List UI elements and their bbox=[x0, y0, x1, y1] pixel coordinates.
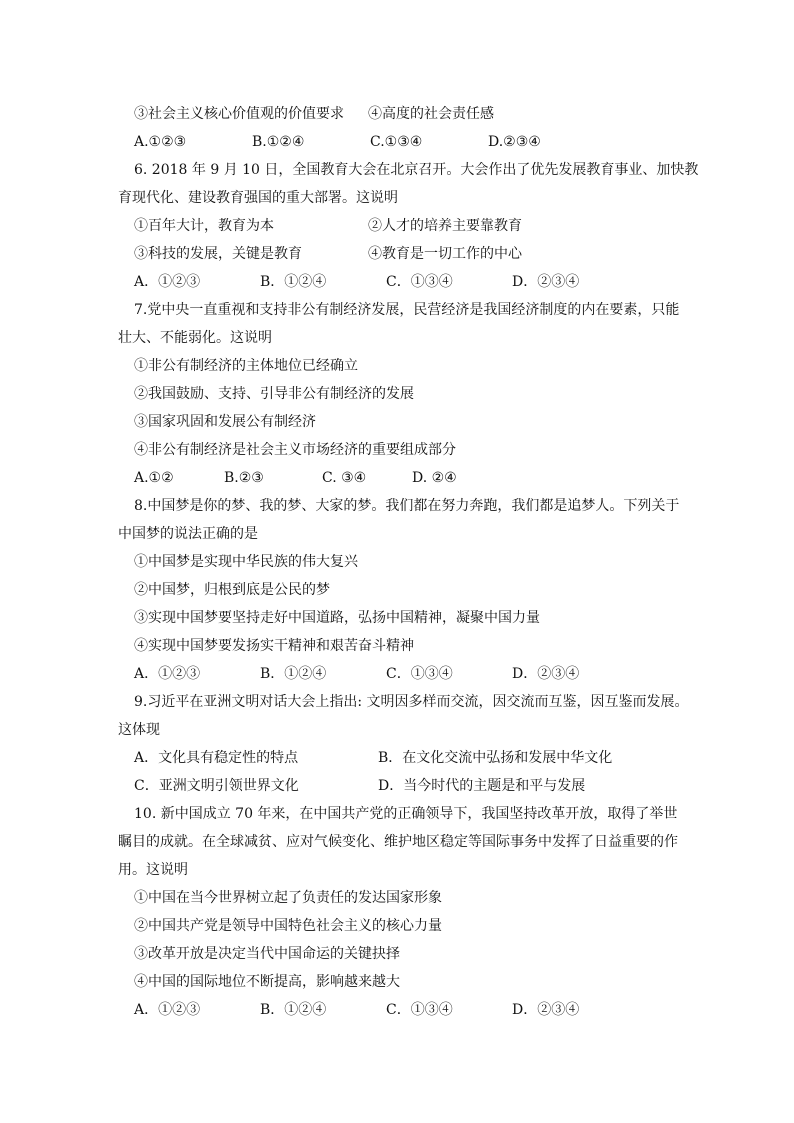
q5-answers bbox=[118, 128, 688, 156]
q10-answer-d: D．②③④ bbox=[512, 1002, 580, 1018]
q7-answers bbox=[118, 464, 688, 492]
q6-answer-c: C．①③④ bbox=[386, 274, 453, 290]
q5-answer-b: B.①②④ bbox=[252, 134, 305, 150]
q8-answer-b: B．①②④ bbox=[260, 666, 327, 682]
q7-answer-d: D. ②④ bbox=[412, 470, 457, 486]
q9-option-d: D．当今时代的主题是和平与发展 bbox=[378, 778, 586, 794]
q5-answer-a: A.①②③ bbox=[134, 134, 187, 150]
q5-option-line bbox=[118, 100, 688, 128]
q6-option-1: ①百年大计，教育为本 bbox=[134, 218, 274, 234]
q5-answer-d: D.②③④ bbox=[488, 134, 541, 150]
q9-stem-line-2: 这体现 bbox=[118, 722, 160, 738]
q9-option-row-2 bbox=[118, 772, 688, 800]
q10-stem-line-2: 瞩目的成就。在全球减贫、应对气候变化、维护地区稳定等国际事务中发挥了日益重要的作 bbox=[118, 834, 678, 850]
q9-option-b: B．在文化交流中弘扬和发展中华文化 bbox=[378, 750, 613, 766]
q7-stem-line-1: 7.党中央一直重视和支持非公有制经济发展，民营经济是我国经济制度的内在要素，只能 bbox=[134, 302, 680, 318]
q9-option-c: C．亚洲文明引领世界文化 bbox=[134, 778, 299, 794]
q8-answer-a: A．①②③ bbox=[134, 666, 201, 682]
q9-option-a: A．文化具有稳定性的特点 bbox=[134, 750, 299, 766]
q10-option-1: ①中国在当今世界树立起了负责任的发达国家形象 bbox=[134, 890, 442, 906]
q5-option-3: ③社会主义核心价值观的价值要求 bbox=[134, 106, 344, 122]
q7-stem-line-2: 壮大、不能弱化。这说明 bbox=[118, 330, 272, 346]
q7-option-1: ①非公有制经济的主体地位已经确立 bbox=[134, 358, 358, 374]
q7-option-3: ③国家巩固和发展公有制经济 bbox=[134, 414, 316, 430]
q8-stem-line-1: 8.中国梦是你的梦、我的梦、大家的梦。我们都在努力奔跑，我们都是追梦人。下列关于 bbox=[134, 498, 680, 514]
q8-answer-c: C．①③④ bbox=[386, 666, 453, 682]
q6-answer-b: B．①②④ bbox=[260, 274, 327, 290]
exam-content bbox=[118, 100, 699, 1024]
q9-stem-line-1: 9.习近平在亚洲文明对话大会上指出: 文明因多样而交流，因交流而互鉴，因互鉴而发展。 bbox=[134, 694, 689, 710]
q10-option-3: ③改革开放是决定当代中国命运的关键抉择 bbox=[134, 946, 400, 962]
q6-option-4: ④教育是一切工作的中心 bbox=[368, 246, 522, 262]
q10-option-2: ②中国共产党是领导中国特色社会主义的核心力量 bbox=[134, 918, 442, 934]
q10-answers bbox=[118, 996, 688, 1024]
q6-option-3: ③科技的发展，关键是教育 bbox=[134, 246, 302, 262]
q8-answers bbox=[118, 660, 688, 688]
q10-answer-b: B．①②④ bbox=[260, 1002, 327, 1018]
q6-answer-a: A．①②③ bbox=[134, 274, 201, 290]
q6-stem-line-2: 育现代化、建设教育强国的重大部署。这说明 bbox=[118, 190, 398, 206]
q5-option-4: ④高度的社会责任感 bbox=[368, 106, 494, 122]
q10-stem-line-1: 10. 新中国成立 70 年来，在中国共产党的正确领导下，我国坚持改革开放，取得了举世 bbox=[134, 806, 678, 822]
q5-answer-c: C.①③④ bbox=[370, 134, 423, 150]
q7-answer-a: A.①② bbox=[134, 470, 174, 486]
q10-answer-c: C．①③④ bbox=[386, 1002, 453, 1018]
q7-answer-c: C. ③④ bbox=[322, 470, 367, 486]
q10-answer-a: A．①②③ bbox=[134, 1002, 201, 1018]
q6-option-row-2 bbox=[118, 240, 688, 268]
q6-option-2: ②人才的培养主要靠教育 bbox=[368, 218, 522, 234]
q6-answers bbox=[118, 268, 688, 296]
q8-option-4: ④实现中国梦要发扬实干精神和艰苦奋斗精神 bbox=[134, 638, 414, 654]
q8-option-3: ③实现中国梦要坚持走好中国道路，弘扬中国精神，凝聚中国力量 bbox=[134, 610, 540, 626]
q6-option-row-1 bbox=[118, 212, 688, 240]
q7-answer-b: B.②③ bbox=[224, 470, 264, 486]
q10-stem-line-3: 用。这说明 bbox=[118, 862, 188, 878]
q7-option-2: ②我国鼓励、支持、引导非公有制经济的发展 bbox=[134, 386, 414, 402]
q6-answer-d: D．②③④ bbox=[512, 274, 580, 290]
q6-stem-line-1: 6. 2018 年 9 月 10 日，全国教育大会在北京召开。大会作出了优先发展教育事业、加快教 bbox=[134, 162, 699, 178]
q10-option-4: ④中国的国际地位不断提高，影响越来越大 bbox=[134, 974, 400, 990]
q7-option-4: ④非公有制经济是社会主义市场经济的重要组成部分 bbox=[134, 442, 456, 458]
q8-option-1: ①中国梦是实现中华民族的伟大复兴 bbox=[134, 554, 358, 570]
q8-stem-line-2: 中国梦的说法正确的是 bbox=[118, 526, 258, 542]
q8-option-2: ②中国梦，归根到底是公民的梦 bbox=[134, 582, 330, 598]
q8-answer-d: D．②③④ bbox=[512, 666, 580, 682]
q9-option-row-1 bbox=[118, 744, 688, 772]
